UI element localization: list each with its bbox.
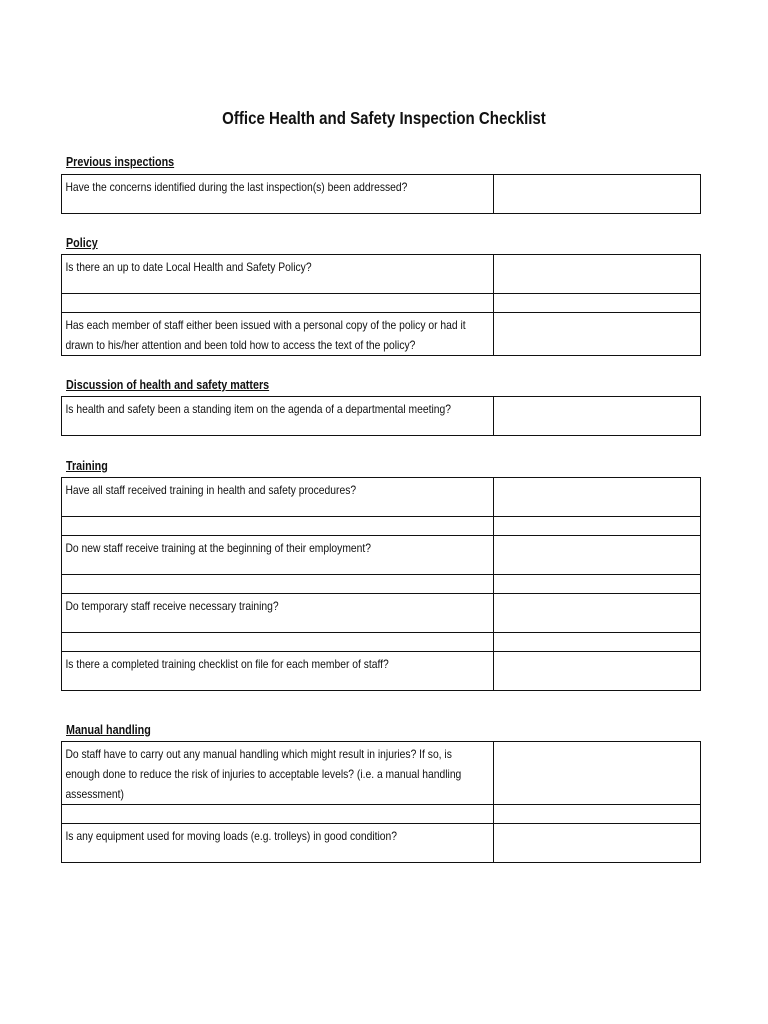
spacer-cell [62, 633, 494, 652]
question-cell [62, 255, 494, 294]
spacer-cell [62, 517, 494, 536]
question-cell [62, 175, 494, 214]
checklist-row [62, 313, 701, 356]
question-text: Is there an up to date Local Health and Safety Policy? [65, 260, 312, 274]
question-text: Is health and safety been a standing item on the agenda of a departmental meeting? [65, 402, 451, 416]
section-heading-manual-handling: Manual handling [66, 723, 151, 737]
checklist-table-manual-handling [61, 741, 701, 863]
answer-cell[interactable] [494, 478, 701, 517]
answer-cell[interactable] [494, 594, 701, 633]
section-heading-policy: Policy [66, 236, 98, 250]
question-cell [62, 652, 494, 691]
checklist-row [62, 594, 701, 633]
document-title: Office Health and Safety Inspection Checklist [222, 108, 546, 128]
spacer-cell [62, 805, 494, 824]
question-text: Have the concerns identified during the last inspection(s) been addressed? [65, 180, 408, 194]
checklist-table-training [61, 477, 701, 691]
answer-cell[interactable] [494, 255, 701, 294]
answer-cell[interactable] [494, 313, 701, 356]
checklist-row [62, 536, 701, 575]
question-text: Do new staff receive training at the beginning of their employment? [65, 541, 372, 555]
question-text: Do staff have to carry out any manual handling which might result in injuries? If so, is enough done to reduce the risk of injuries to acceptable levels? (i.e. a manual handling assessment) [65, 747, 462, 801]
question-cell [62, 824, 494, 863]
section-heading-training: Training [66, 459, 108, 473]
checklist-table-previous-inspections [61, 174, 701, 214]
spacer-row [62, 575, 701, 594]
answer-cell[interactable] [494, 824, 701, 863]
question-cell [62, 742, 494, 805]
answer-cell[interactable] [494, 742, 701, 805]
answer-cell[interactable] [494, 652, 701, 691]
spacer-row [62, 805, 701, 824]
checklist-row [62, 255, 701, 294]
spacer-cell [494, 805, 701, 824]
answer-cell[interactable] [494, 397, 701, 436]
question-cell [62, 536, 494, 575]
checklist-table-policy [61, 254, 701, 356]
section-heading-discussion: Discussion of health and safety matters [66, 378, 270, 392]
spacer-cell [494, 575, 701, 594]
question-cell [62, 478, 494, 517]
spacer-row [62, 517, 701, 536]
question-cell [62, 397, 494, 436]
checklist-row [62, 824, 701, 863]
spacer-cell [494, 294, 701, 313]
spacer-cell [62, 575, 494, 594]
spacer-cell [62, 294, 494, 313]
spacer-cell [494, 517, 701, 536]
spacer-row [62, 633, 701, 652]
checklist-table-discussion [61, 396, 701, 436]
checklist-row [62, 652, 701, 691]
question-text: Do temporary staff receive necessary training? [65, 599, 279, 613]
question-text: Have all staff received training in health and safety procedures? [65, 483, 357, 497]
checklist-row [62, 742, 701, 805]
answer-cell[interactable] [494, 175, 701, 214]
spacer-row [62, 294, 701, 313]
question-text: Has each member of staff either been issued with a personal copy of the policy or had it drawn to his/her attention and been told how to access the text of the policy? [65, 318, 466, 352]
spacer-cell [494, 633, 701, 652]
question-text: Is there a completed training checklist on file for each member of staff? [65, 657, 389, 671]
checklist-row [62, 397, 701, 436]
question-cell [62, 594, 494, 633]
section-heading-previous-inspections: Previous inspections [66, 155, 175, 169]
question-text: Is any equipment used for moving loads (e.g. trolleys) in good condition? [65, 829, 398, 843]
checklist-row [62, 478, 701, 517]
question-cell [62, 313, 494, 356]
answer-cell[interactable] [494, 536, 701, 575]
checklist-row [62, 175, 701, 214]
